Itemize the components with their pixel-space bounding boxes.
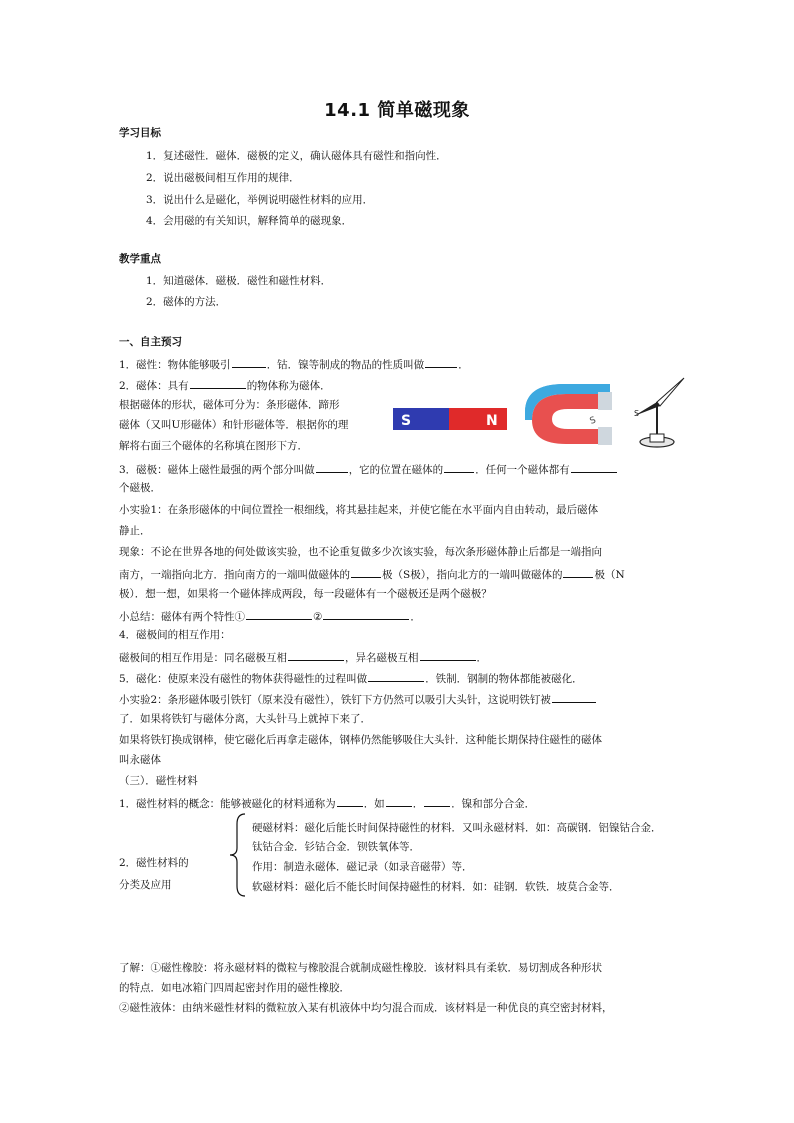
answer-blank[interactable] <box>323 608 409 620</box>
question-1 <box>119 356 469 372</box>
phenomenon-text: 现象：不论在世界各地的何处做该实验，也不论重复做多少次该实验，每次条形磁体静止后都是一端指向 <box>119 546 602 558</box>
goal-item: 4．会用磁的有关知识，解释简单的磁现象． <box>146 215 353 227</box>
answer-blank[interactable] <box>246 608 312 620</box>
goals-heading: 学习目标 <box>119 127 161 139</box>
steel-text: 如果将铁钉换成钢棒，使它磁化后再拿走磁体，钢棒仍然能够吸住大头针．这种能长期保持住磁性的磁体 <box>119 734 602 746</box>
needle-s-label: S <box>634 409 640 418</box>
hard-magnetic-text: 钛钴合金．钐钴合金．钡铁氧体等． <box>252 841 420 853</box>
rule-text: 磁极间的相互作用是：同名磁极互相 <box>119 652 287 664</box>
experiment-1: 静止． <box>119 525 151 537</box>
summary-text: ． <box>410 611 421 623</box>
answer-blank[interactable] <box>420 649 476 661</box>
goal-item: 2．说出磁极间相互作用的规律． <box>146 172 300 184</box>
answer-blank[interactable] <box>444 461 474 473</box>
magnetic-needle-image <box>634 378 684 447</box>
question-5 <box>119 670 583 686</box>
bar-magnet-image <box>393 408 507 430</box>
u-s-label: S <box>588 415 598 427</box>
q1-text: 1．磁性：物体能够吸引 <box>119 359 231 371</box>
experiment-1: 小实验1：在条形磁体的中间位置拴一根细线，将其悬挂起来，并使它能在水平面内自由转动，最后磁体 <box>119 504 599 516</box>
shapes-text: 解将右面三个磁体的名称填在图形下方． <box>119 440 308 452</box>
page-title: 14.1 简单磁现象 <box>324 100 470 121</box>
answer-blank[interactable] <box>316 461 348 473</box>
soft-magnetic-text: 软磁材料：磁化后不能长时间保持磁性的材料．如：硅钢．软铁．坡莫合金等． <box>252 881 620 893</box>
materials-side-label: 2．磁性材料的 <box>119 857 189 869</box>
q3-continuation: 个磁极． <box>119 482 161 494</box>
answer-blank[interactable] <box>424 795 450 807</box>
understand-text: ②磁性液体：由纳米磁性材料的微粒放入某有机液体中均匀混合而成．该材料是一种优良的真空密封材料， <box>119 1002 613 1014</box>
q4-rule <box>119 649 487 665</box>
experiment-2: 了．如果将铁钉与磁体分离，大头针马上就掉下来了． <box>119 713 371 725</box>
use-text: 作用：制造永磁体．磁记录（如录音磁带）等． <box>252 861 473 873</box>
question-3 <box>119 461 618 477</box>
curly-brace <box>228 812 248 898</box>
bar-n-label: N <box>486 413 498 429</box>
experiment-2 <box>119 691 597 707</box>
goal-item: 1．复述磁性．磁体．磁极的定义，确认磁体具有磁性和指向性． <box>146 150 447 162</box>
question-4: 4．磁极间的相互作用： <box>119 629 231 641</box>
q1-text: ． <box>458 359 469 371</box>
answer-blank[interactable] <box>232 356 266 368</box>
hard-magnetic-text: 硬磁材料：磁化后能长时间保持磁性的材料．又叫永磁材料．如：高碳钢．铝镍钴合金． <box>252 822 662 834</box>
answer-blank[interactable] <box>571 461 617 473</box>
answer-blank[interactable] <box>563 566 593 578</box>
answer-blank[interactable] <box>190 377 246 389</box>
q1-text: ．钴．镍等制成的物品的性质叫做 <box>266 359 425 371</box>
answer-blank[interactable] <box>552 691 596 703</box>
q3-text: ．任何一个磁体都有 <box>475 464 570 476</box>
phenomenon-text <box>119 566 625 582</box>
shapes-text: 磁体（又叫U形磁体）和针形磁体等．根据你的理 <box>119 419 349 431</box>
shapes-text: 根据磁体的形状，磁体可分为：条形磁体．蹄形 <box>119 399 340 411</box>
key-point-item: 1．知道磁体．磁极．磁性和磁性材料． <box>146 275 332 287</box>
concept-text: 1．磁性材料的概念：能够被磁化的材料通称为 <box>119 798 336 810</box>
q5-text: ．铁制．钢制的物体都能被磁化． <box>425 673 583 685</box>
key-points-heading: 教学重点 <box>119 253 161 265</box>
question-2 <box>119 377 331 393</box>
answer-blank[interactable] <box>425 356 457 368</box>
rule-text: ，异名磁极互相 <box>345 652 419 664</box>
understand-text: 的特点．如电冰箱门四周起密封作用的磁性橡胶． <box>119 982 350 994</box>
magnets-figure <box>388 372 698 452</box>
exp2-text: 小实验2：条形磁体吸引铁钉（原来没有磁性），铁钉下方仍然可以吸引大头针，这说明铁钉被 <box>119 694 551 706</box>
materials-heading: （三）．磁性材料 <box>119 775 198 787</box>
u-magnet-image <box>525 384 612 445</box>
answer-blank[interactable] <box>288 649 344 661</box>
key-point-item: 2．磁体的方法． <box>146 296 227 308</box>
steel-text: 叫永磁体 <box>119 754 161 766</box>
materials-side-label: 分类及应用 <box>119 879 172 891</box>
summary <box>119 608 421 624</box>
materials-concept <box>119 795 535 811</box>
goal-item: 3．说出什么是磁化，举例说明磁性材料的应用． <box>146 194 374 206</box>
answer-blank[interactable] <box>337 795 363 807</box>
answer-blank[interactable] <box>386 795 412 807</box>
rule-text: ． <box>476 652 487 664</box>
summary-text: ② <box>313 611 323 623</box>
summary-text: 小总结：磁体有两个特性① <box>119 611 245 623</box>
q3-text: ，它的位置在磁体的 <box>348 464 444 476</box>
answer-blank[interactable] <box>368 670 424 682</box>
phen-part: 极（N <box>594 569 625 581</box>
phenomenon-text: 极）．想一想，如果将一个磁体摔成两段，每一段磁体有一个磁极还是两个磁极？ <box>119 588 492 600</box>
concept-text: ．如 <box>363 798 385 810</box>
q2-text: 2．磁体：具有 <box>119 380 189 392</box>
answer-blank[interactable] <box>351 566 381 578</box>
understand-text: 了解：①磁性橡胶：将永磁材料的微粒与橡胶混合就制成磁性橡胶．该材料具有柔软．易切割成各种形状 <box>119 962 602 974</box>
q5-text: 5．磁化：使原来没有磁性的物体获得磁性的过程叫做 <box>119 673 368 685</box>
preview-heading: 一、自主预习 <box>119 336 182 348</box>
concept-text: ． <box>412 798 424 810</box>
concept-text: ．镍和部分合金． <box>451 798 536 810</box>
q2-text: 的物体称为磁体． <box>246 380 331 392</box>
bar-s-label: S <box>401 413 412 429</box>
phen-part: 南方，一端指向北方．指向南方的一端叫做磁体的 <box>119 569 350 581</box>
phen-part: 极（S极），指向北方的一端叫做磁体的 <box>382 569 563 581</box>
q3-text: 3．磁极：磁体上磁性最强的两个部分叫做 <box>119 464 315 476</box>
